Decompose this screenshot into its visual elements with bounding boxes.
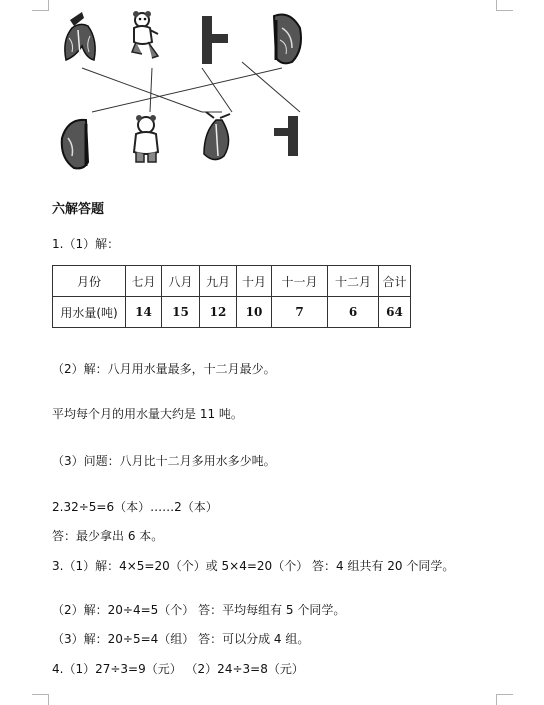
table-header-cell: 七月 [126,266,162,297]
answer-lines [82,62,300,112]
question-3-part-3: （3）解：20÷5=4（组） 答：可以分成 4 组。 [52,632,310,646]
table-cell: 10 [237,297,272,328]
table-header-cell: 九月 [200,266,237,297]
table-header-cell: 十一月 [272,266,328,297]
table-cell: 64 [379,297,411,328]
question-3-part-2: （2）解：20÷4=5（个） 答：平均每组有 5 个同学。 [52,603,346,617]
question-1-part-2: （2）解：八月用水量最多，十二月最少。 [52,362,276,376]
table-cell: 15 [162,297,200,328]
question-1-intro: 1.（1）解： [52,237,120,251]
table-cell: 7 [272,297,328,328]
table-cell: 6 [328,297,379,328]
matching-figure [52,0,312,175]
table-header-cell: 十月 [237,266,272,297]
bear-front-icon [132,11,158,58]
table-row [53,297,411,328]
table-cell: 12 [200,297,237,328]
bear-back-icon [134,115,158,162]
table-header-cell: 合计 [379,266,411,297]
question-1-average: 平均每个月的用水量大约是 11 吨。 [52,407,243,421]
table-header-row [53,266,411,297]
question-3-part-1: 3.（1）解：4×5=20（个）或 5×4=20（个） 答：4 组共有 20 个同学。 [52,559,455,573]
table-cell: 14 [126,297,162,328]
question-2-calculation: 2.32÷5=6（本）……2（本） [52,500,218,514]
bracket-shape-icon [274,116,298,156]
butterfly-side-icon [274,15,301,64]
bracket-shape-icon [202,16,228,64]
section-title: 六解答题 [52,202,105,217]
page-corner-mark [32,694,49,705]
butterfly-front-icon [65,12,95,60]
page-corner-mark [496,0,513,11]
table-header-cell: 月份 [53,266,126,297]
page-corner-mark [32,0,49,11]
table-row-label: 用水量(吨) [53,297,126,328]
butterfly-back-icon [204,112,230,160]
question-2-answer: 答：最少拿出 6 本。 [52,529,164,543]
table-header-cell: 十二月 [328,266,379,297]
question-4: 4.（1）27÷3=9（元） （2）24÷3=8（元） [52,662,304,676]
table-header-cell: 八月 [162,266,200,297]
water-usage-table [52,265,411,328]
page-corner-mark [496,694,513,705]
question-1-part-3: （3）问题：八月比十二月多用水多少吨。 [52,454,276,468]
butterfly-side-icon [62,120,88,169]
